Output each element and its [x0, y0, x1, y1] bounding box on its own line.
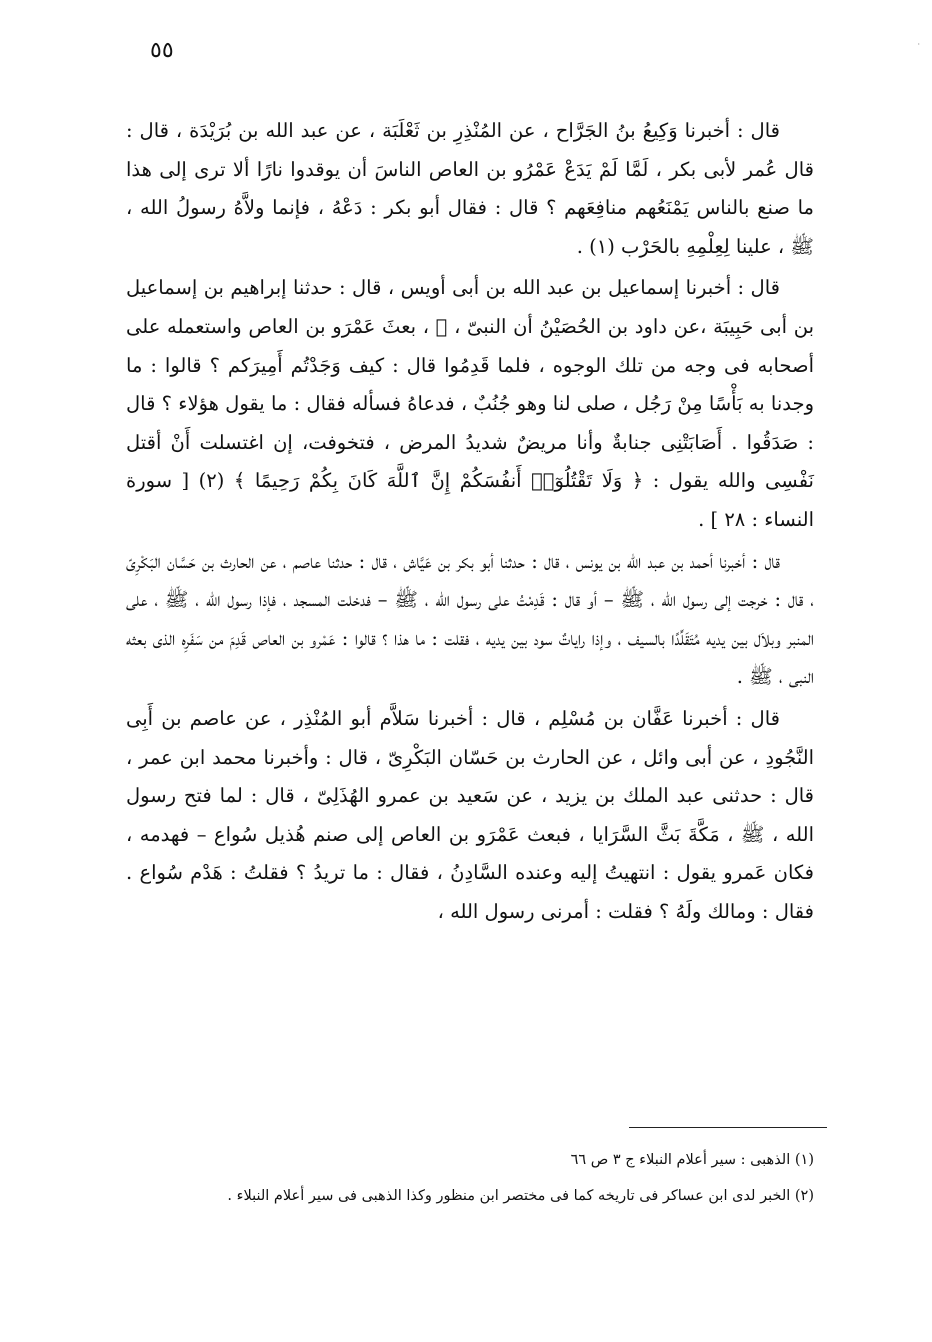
- scan-mark: ·: [917, 40, 920, 49]
- paragraph-3: قال : أخبرنا أحمد بن عبد الله بن يونس ، قال : حدثنا أبو بكر بن عَيَّاش ، قال : حدثنا عاصم ، عن الحارث بن حَسَّان البَكْرِىّ ، قال : خرجت إلى رسول الله ، ﷺ – أو قال : قَدِمْتُ على رسول الله ، ﷺ – فدخلت المسجد ، فإذا رسول الله ، ﷺ ، على المنبر وبلاَل بين يديه مُتَقَلِّدًا بالسيف ، وإذا راياتٌ سود بين يديه ، فقلت : ما هذا ؟ قالوا : عَمْرو بن العاص قَدِمَ من سَفَرِه الذى بعثه النبى ، ﷺ .: [126, 549, 814, 689]
- footnote-1: (١) الذهبى : سير أعلام النبلاء ج ٣ ص ٦٦: [570, 1152, 814, 1168]
- footnote-2: (٢) الخبر لدى ابن عساكر فى تاريخه كما فى مختصر ابن منظور وكذا الذهبى فى سير أعلام النبلاء .: [227, 1188, 814, 1204]
- footnotes: [126, 1148, 814, 1220]
- paragraph-2: قال : أخبرنا إسماعيل بن عبد الله بن أبى أويس ، قال : حدثنا إبراهيم بن إسماعيل بن أبى حَبِيبَة ،عن داود بن الحُصَيْنُ أن النبىّ ، ﷺ ، بعثَ عَمْرَو بن العاص واستعمله على أصحابه فى وجه من تلك الوجوه ، فلما قَدِمُوا قال : كيف وَجَدْتُم أَمِيرَكم ؟ قالوا : ما وجدنا به بَأْسًا مِنْ رَجُل ، صلى لنا وهو جُنُبٌ ، فدعاهُ فسأله فقال : ما يقول هؤلاء ؟ قال : صَدَقُوا . أَصَابَتْنِى جنابةٌ وأنا مريضٌ شديدُ المرض ، فتخوفت، إن اغتسلت أَنْ أقتل نَفْسِى والله يقول : ﴿ وَلَا تَقْتُلُوٓا۟ أَنفُسَكُمْ إِنَّ ٱللَّهَ كَانَ بِكُمْ رَحِيمًا ﴾ (٢) [ سورة النساء : ٢٨ ] .: [126, 276, 814, 531]
- paragraph-1: قال : أخبرنا وَكِيعُ بنُ الجَرَّاح ، عن المُنْذِرِ بن ثَعْلَبَة ، عن عبد الله بن بُرَيْدَة ، قال : قال عُمر لأبى بكر ، لَمَّا لَمْ يَدَعْ عَمْرُو بن العاص الناسَ أن يوقدوا نارًا ألا ترى إلى هذا ما صنع بالناس يَمْنَعُهم منافِعَهم ؟ قال : فقال أبو بكر : دَعْهُ ، فإنما ولاَّهُ رسولُ الله ، ﷺ ، علينا لِعِلْمِهِ بالحَرْب (١) .: [126, 119, 814, 258]
- paragraph-4: قال : أخبرنا عَفَّان بن مُسْلِم ، قال : أخبرنا سَلاَّم أبو المُنْذِر ، عن عاصم بن أَبِى النَّجُودِ ، عن أبى وائل ، عن الحارث بن حَسّان البَكْرِىّ ، قال : وأخبرنا محمد ابن عمر ، قال : حدثنى عبد الملك بن يزيد ، عن سَعيد بن عمرو الهُذَلِىّ ، قال : لما فتح رسول الله ، ﷺ ، مَكَّةَ بَثَّ السَّرَايا ، فبعث عَمْرَو بن العاص إلى صنم هُذيل سُواع – فهدمه ، فكان عَمرو يقول : انتهيتُ إليه وعنده السَّادِنُ ، فقال : ما تريدُ ؟ فقلتُ : هَدْم سُواع . فقال : ومالك ولَهُ ؟ فقلت : أمرنى رسول الله ،: [126, 706, 814, 923]
- page-number: ٥٥: [150, 38, 174, 63]
- main-text: [126, 112, 814, 931]
- footnote-divider: [629, 1127, 827, 1128]
